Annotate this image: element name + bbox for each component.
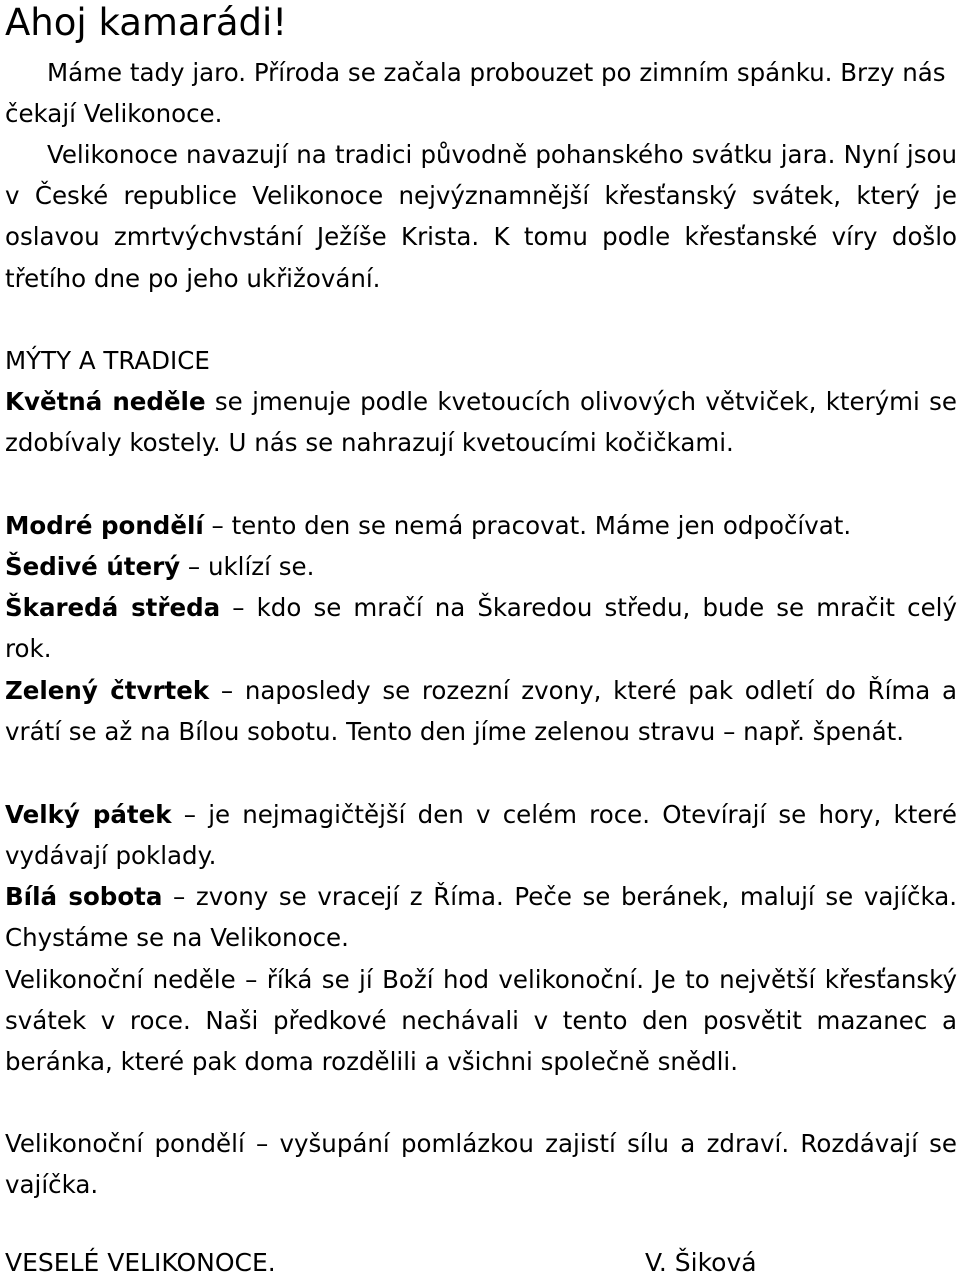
- day-name: Škaredá středa: [5, 593, 221, 622]
- day-name: Bílá sobota: [5, 882, 163, 911]
- day-entry-green-thursday: [5, 670, 957, 752]
- day-text: – uklízí se.: [180, 552, 315, 581]
- day-entry-palm-sunday: [5, 381, 957, 463]
- day-name: Zelený čtvrtek: [5, 676, 210, 705]
- day-entry-holy-saturday: [5, 876, 957, 958]
- easter-monday-paragraph: Velikonoční pondělí – vyšupání pomlázkou zajistí sílu a zdraví. Rozdávají se vajíčka.: [5, 1129, 957, 1200]
- intro-paragraph-2: Velikonoce navazují na tradici původně pohanského svátku jara. Nyní jsou v České republice Velikonoce nejvýznamnější křesťanský svátek, který je oslavou zmrtvýchvstání Ježíše Krista. K tomu podle křesťanské víry došlo třetího dne po jeho ukřižování.: [5, 140, 957, 293]
- day-entry-good-friday: [5, 794, 957, 876]
- intro-paragraph-1: Máme tady jaro. Příroda se začala probouzet po zimním spánku. Brzy nás čekají Velikonoce.: [5, 58, 946, 129]
- section-heading: MÝTY A TRADICE: [5, 346, 210, 375]
- day-entry-grey-tuesday: [5, 546, 957, 587]
- day-text: – tento den se nemá pracovat. Máme jen odpočívat.: [203, 511, 852, 540]
- day-name: Šedivé úterý: [5, 552, 181, 581]
- author-signature: V. Šiková: [645, 1248, 757, 1277]
- easter-wish: VESELÉ VELIKONOCE.: [5, 1248, 276, 1277]
- day-text: – kdo se mračí na Škaredou středu, bude se mračit celý rok.: [5, 593, 957, 664]
- day-text: – naposledy se rozezní zvony, které pak odletí do Říma a vrátí se až na Bílou sobotu. Tento den jíme zelenou stravu – např. špenát.: [5, 676, 957, 747]
- day-text: – je nejmagičtější den v celém roce. Otevírají se hory, které vydávají poklady.: [5, 800, 957, 871]
- day-entry-ugly-wednesday: [5, 587, 957, 669]
- easter-sunday-paragraph: Velikonoční neděle – říká se jí Boží hod velikonoční. Je to největší křesťanský svátek v roce. Naši předkové nechávali v tento den posvětit mazanec a beránka, které pak doma rozdělili a všichni společně snědli.: [5, 965, 957, 1077]
- day-text: se jmenuje podle kvetoucích olivových větviček, kterými se zdobívaly kostely. U nás se nahrazují kvetoucími kočičkami.: [5, 387, 958, 458]
- day-name: Květná neděle: [5, 387, 206, 416]
- day-name: Modré pondělí: [5, 511, 204, 540]
- day-entry-blue-monday: [5, 505, 957, 546]
- greeting-title: Ahoj kamarádi!: [5, 1, 288, 44]
- day-name: Velký pátek: [5, 800, 172, 829]
- day-text: – zvony se vracejí z Říma. Peče se beránek, malují se vajíčka. Chystáme se na Velikonoce.: [5, 882, 957, 953]
